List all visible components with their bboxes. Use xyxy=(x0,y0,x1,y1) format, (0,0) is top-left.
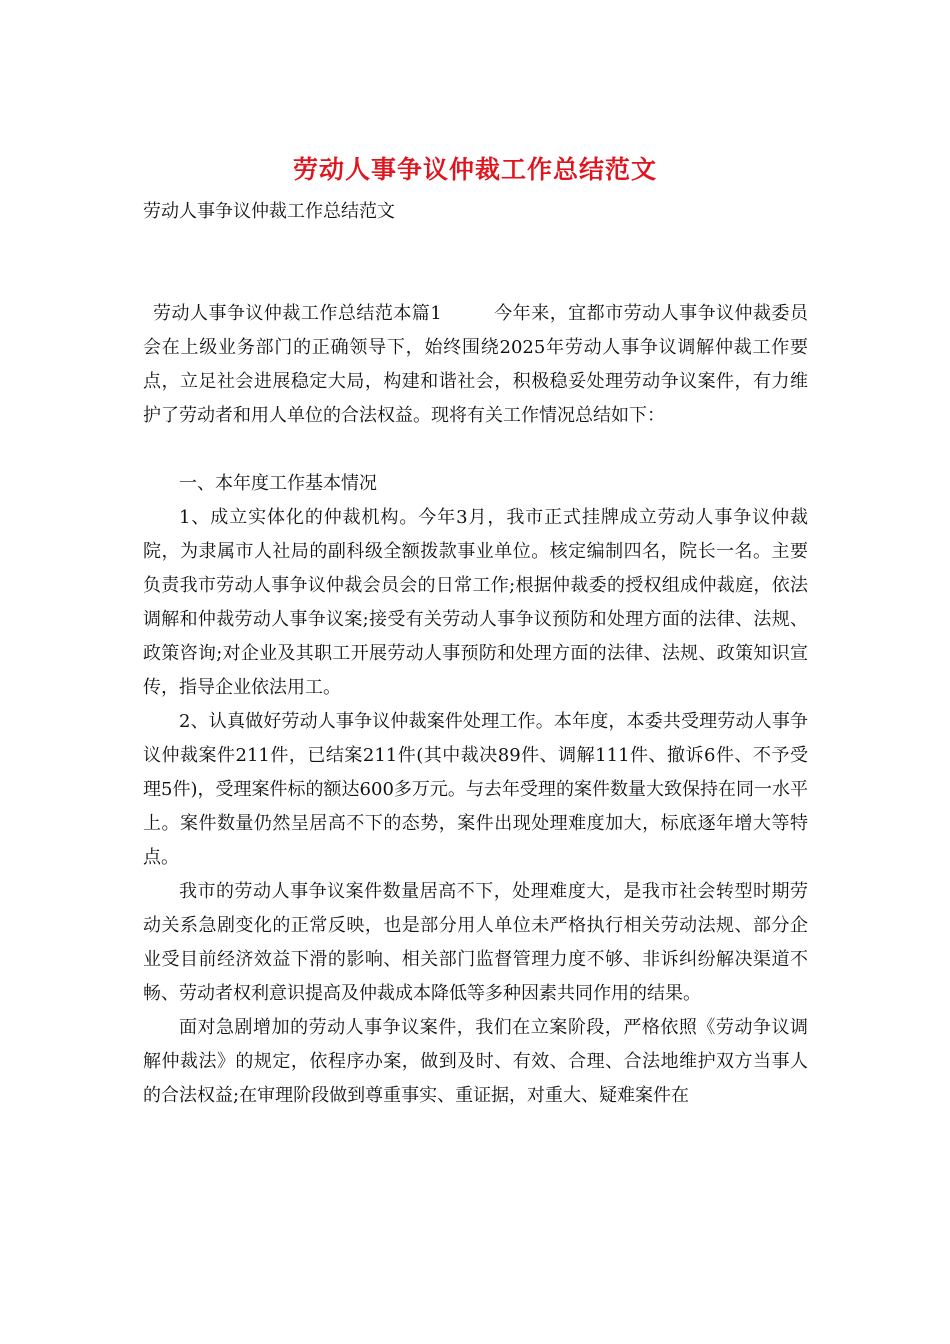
document-body xyxy=(143,297,808,1113)
document-title: 劳动人事争议仲裁工作总结范文 xyxy=(292,155,657,184)
lead-text: 今年来，宜都市劳动人事争议仲裁委员会在上级业务部门的正确领导下，始终围绕2025年劳动人事争议调解仲裁工作要点，立足社会进展稳定大局，构建和谐社会，积极稳妥处理劳动争议案件，有力维护了劳动者和用人单位的合法权益。现将有关工作情况总结如下： xyxy=(143,303,809,426)
lead-paragraph xyxy=(143,297,808,433)
body-paragraph: 我市的劳动人事争议案件数量居高不下，处理难度大，是我市社会转型时期劳动关系急剧变化的正常反映，也是部分用人单位未严格执行相关劳动法规、部分企业受目前经济效益下滑的影响、相关部门监督管理力度不够、非诉纠纷解决渠道不畅、劳动者权利意识提高及仲裁成本降低等多种因素共同作用的结果。 xyxy=(143,881,808,1004)
body-paragraph: 1、成立实体化的仲裁机构。今年3月，我市正式挂牌成立劳动人事争议仲裁院，为隶属市人社局的副科级全额拨款事业单位。核定编制四名，院长一名。主要负责我市劳动人事争议仲裁会员会的日常工作;根据仲裁委的授权组成仲裁庭，依法调解和仲裁劳动人事争议案;接受有关劳动人事争议预防和处理方面的法律、法规、政策咨询;对企业及其职工开展劳动人事预防和处理方面的法律、法规、政策知识宣传，指导企业依法用工。 xyxy=(143,507,808,698)
lead-label: 劳动人事争议仲裁工作总结范本篇1 xyxy=(153,303,442,324)
document-subtitle: 劳动人事争议仲裁工作总结范文 xyxy=(143,201,395,222)
body-paragraph: 2、认真做好劳动人事争议仲裁案件处理工作。本年度，本委共受理劳动人事争议仲裁案件211件，已结案211件(其中裁决89件、调解111件、撤诉6件、不予受理5件)，受理案件标的额达600多万元。与去年受理的案件数量大致保持在同一水平上。案件数量仍然呈居高不下的态势，案件出现处理难度加大，标底逐年增大等特点。 xyxy=(143,711,808,868)
body-paragraph: 面对急剧增加的劳动人事争议案件，我们在立案阶段，严格依照《劳动争议调解仲裁法》的规定，依程序办案，做到及时、有效、合理、合法地维护双方当事人的合法权益;在审理阶段做到尊重事实、重证据，对重大、疑难案件在 xyxy=(143,1017,808,1106)
section-heading: 一、本年度工作基本情况 xyxy=(179,473,377,494)
